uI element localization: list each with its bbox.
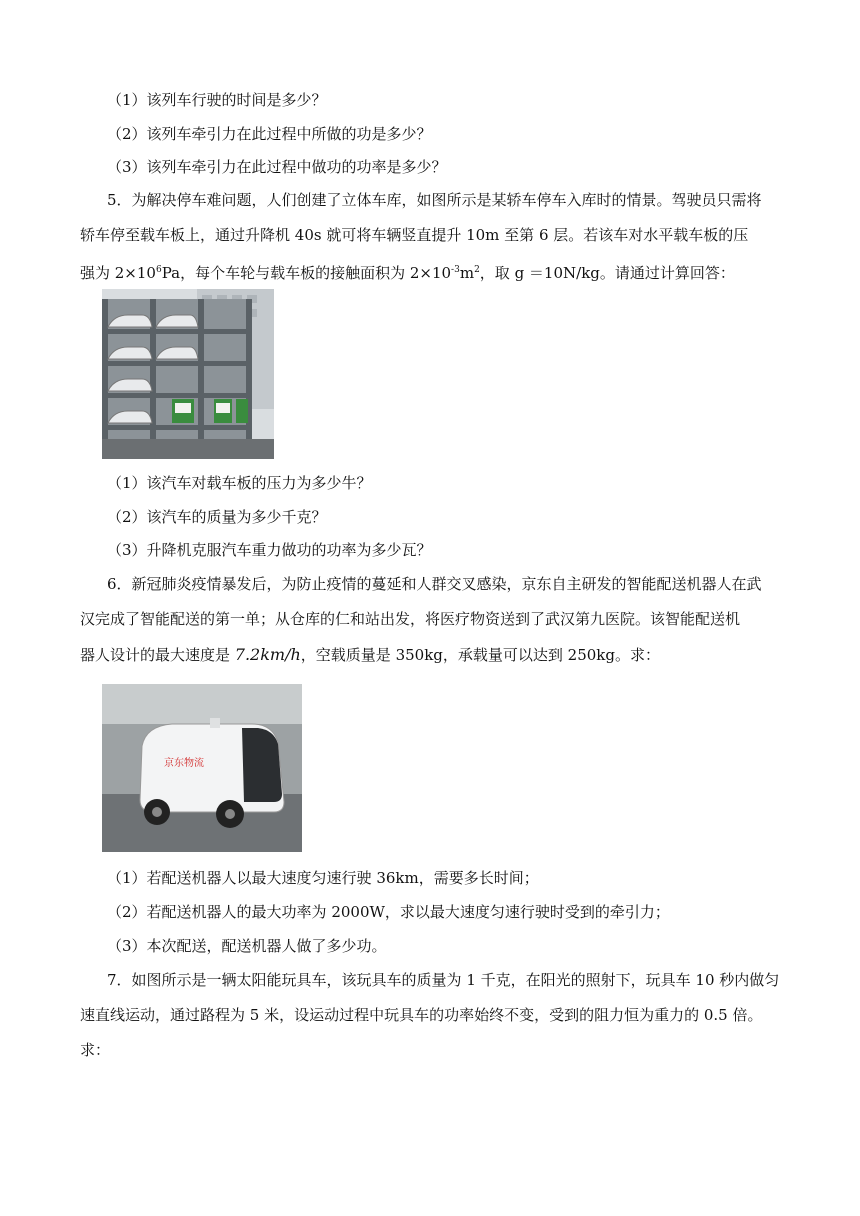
q6-line3: 器人设计的最大速度是 7.2km/h，空载质量是 350kg，承载量可以达到 250kg。求： — [80, 645, 660, 664]
q4-sub1: （1）该列车行驶的时间是多少？ — [107, 91, 327, 109]
q6-line2: 汉完成了智能配送的第一单；从仓库的仁和站出发，将医疗物资送到了武汉第九医院。该智能配送机 — [80, 610, 741, 628]
robot-logo: 京东物流 — [164, 758, 204, 769]
q7-line2: 速直线运动，通过路程为 5 米，设运动过程中玩具车的功率始终不变，受到的阻力恒为重力的 0.5 倍。 — [80, 1006, 763, 1024]
q7-line3: 求： — [80, 1041, 111, 1059]
q6-line1: 6．新冠肺炎疫情暴发后，为防止疫情的蔓延和人群交叉感染，京东自主研发的智能配送机器人在武 — [107, 575, 762, 593]
delivery-robot-image — [102, 684, 302, 852]
q5-line3: 强为 $2\times 10^6Pa$，每个车轮与载车板的接触面积为 $2\times 10^{-3}m^2$，取 g ＝10N/kg。请通过计算回答： — [80, 264, 735, 282]
q6-sub2: （2）若配送机器人的最大功率为 2000W，求以最大速度匀速行驶时受到的牵引力； — [107, 903, 670, 921]
q7-line1: 7．如图所示是一辆太阳能玩具车，该玩具车的质量为 1 千克，在阳光的照射下，玩具车 10 秒内做匀 — [107, 971, 780, 989]
q6-sub3: （3）本次配送，配送机器人做了多少功。 — [107, 937, 387, 955]
q5-sub1: （1）该汽车对载车板的压力为多少牛？ — [107, 474, 372, 492]
q5-sub3: （3）升降机克服汽车重力做功的功率为多少瓦？ — [107, 541, 432, 559]
parking-garage-image — [102, 289, 274, 459]
q5-sub2: （2）该汽车的质量为多少千克？ — [107, 508, 327, 526]
q4-sub2: （2）该列车牵引力在此过程中所做的功是多少？ — [107, 125, 432, 143]
q4-sub3: （3）该列车牵引力在此过程中做功的功率是多少？ — [107, 158, 447, 176]
q6-sub1: （1）若配送机器人以最大速度匀速行驶 36km，需要多长时间； — [107, 869, 539, 887]
q5-line1: 5．为解决停车难问题，人们创建了立体车库，如图所示是某轿车停车入库时的情景。驾驶员只需将 — [107, 191, 762, 209]
q5-line2: 轿车停至载车板上，通过升降机 40s 就可将车辆竖直提升 10m 至第 6 层。若该车对水平载车板的压 — [80, 226, 749, 244]
max-speed-formula: 7.2km/h — [234, 645, 301, 664]
